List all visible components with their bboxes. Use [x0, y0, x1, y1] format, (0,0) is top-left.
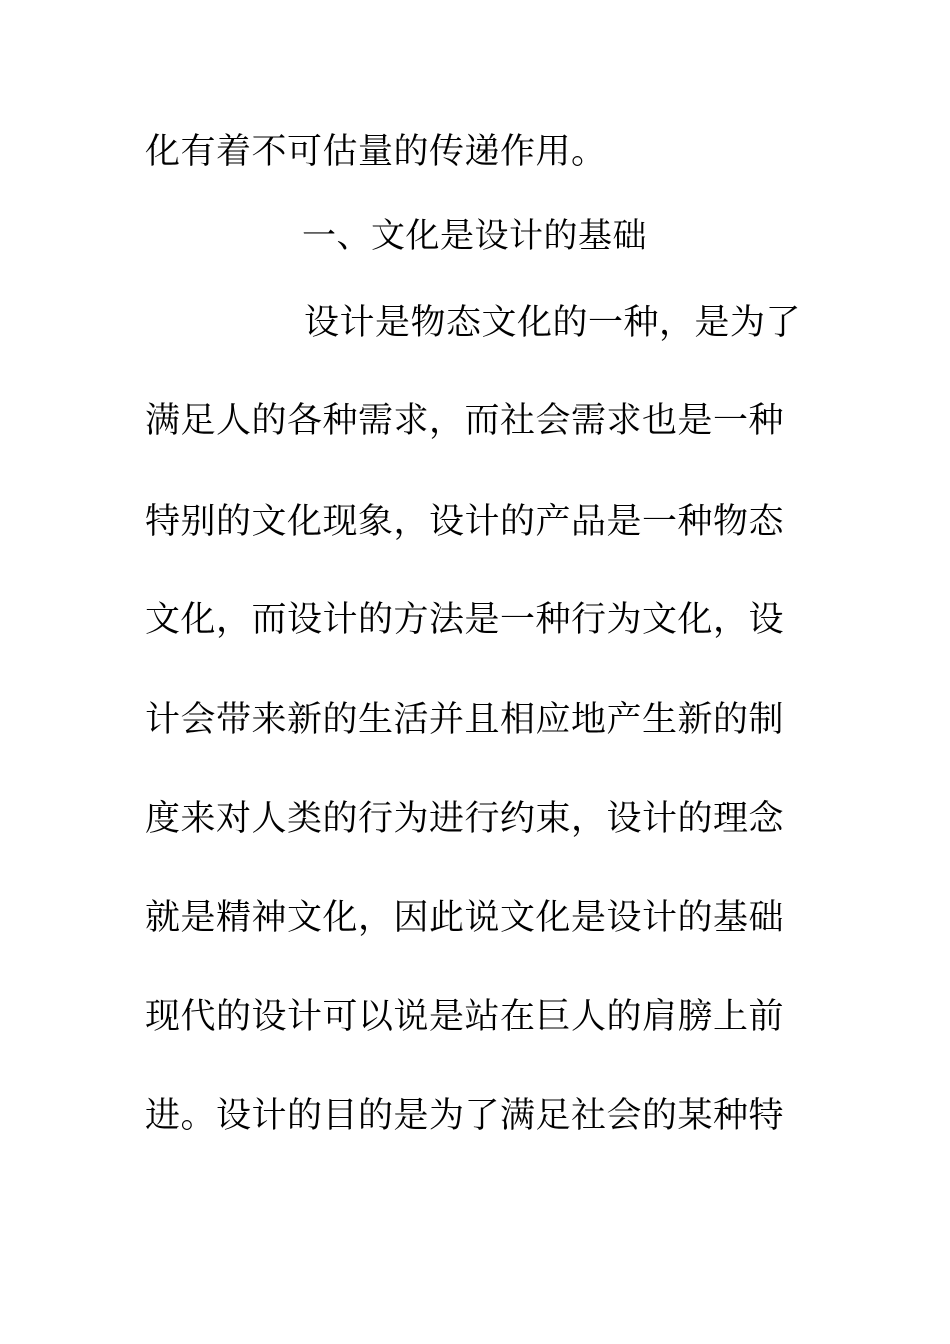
- paragraph-line: 化有着不可估量的传递作用。: [145, 132, 607, 172]
- paragraph-line: 进。设计的目的是为了满足社会的某种特: [145, 1096, 785, 1136]
- paragraph-line: 计会带来新的生活并且相应地产生新的制: [145, 700, 785, 740]
- paragraph-line: 满足人的各种需求，而社会需求也是一种: [145, 401, 785, 441]
- section-heading: 一、文化是设计的基础: [302, 216, 647, 256]
- paragraph-line: 设计是物态文化的一种，是为了: [304, 303, 802, 343]
- paragraph-line: 就是精神文化，因此说文化是设计的基础: [145, 898, 785, 938]
- paragraph-line: 特别的文化现象，设计的产品是一种物态: [145, 502, 785, 542]
- paragraph-line: 现代的设计可以说是站在巨人的肩膀上前: [145, 997, 785, 1037]
- paragraph-line: 度来对人类的行为进行约束，设计的理念: [145, 799, 785, 839]
- paragraph-line: 文化，而设计的方法是一种行为文化，设: [145, 600, 785, 640]
